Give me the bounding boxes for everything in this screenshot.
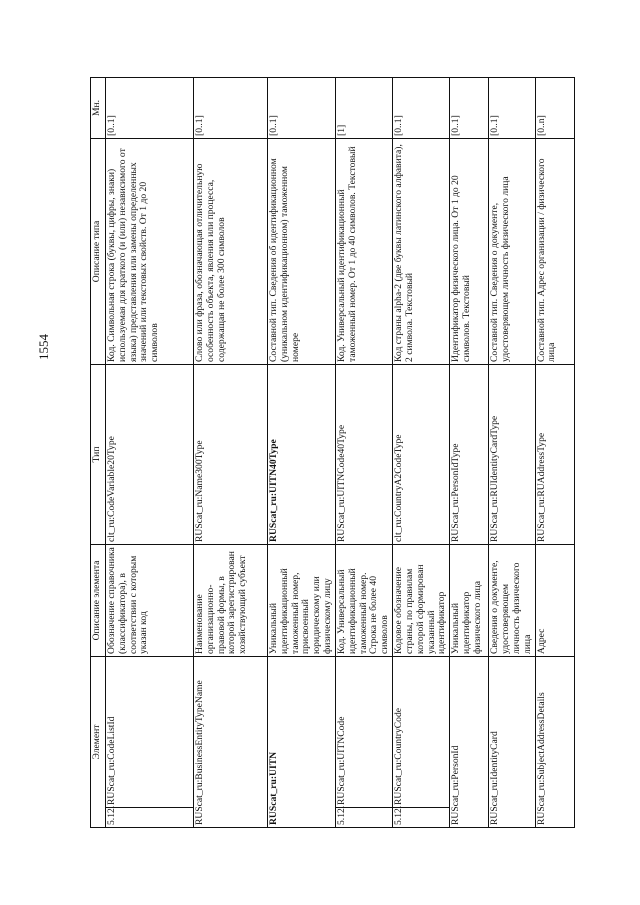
multiplicity: [0..1] [489,77,535,138]
multiplicity: [0..1] [450,77,489,138]
element-name: RUScat_ru:BusinessEntityTypeName [194,656,268,827]
element-description: Уникальный идентификатор физического лица [450,544,489,656]
type-name: RUScat_ru:RUIdentityCardType [489,364,535,544]
row-number: 5.12. [335,808,392,828]
multiplicity: [0..1] [268,77,336,138]
type-description: Составной тип. Сведения о документе, удостоверяющем личность физического лица [489,138,535,364]
table-row [106,77,194,827]
type-name: clt_ru:CodeVariable20Type [106,364,194,544]
element-description: Сведения о документе, удостоверяющем личность физического лица [489,544,535,656]
element-name: RUScat_ru:PersonId [450,656,489,827]
type-description: Идентификатор физического лица. От 1 до 20 символов. Текстовый [450,138,489,364]
header-element-description: Описание элемента [91,544,106,656]
type-name: RUScat_ru:RUAddressType [535,364,574,544]
table-row [535,77,574,827]
type-description: Составной тип. Адрес организации / физического лица [535,138,574,364]
elements-table [90,77,575,828]
element-description: Код. Универсальный идентификационный таможенный номер. Строка не более 40 символов [335,544,392,656]
table-row [450,77,489,827]
header-element: Элемент [91,656,106,827]
element-description: Уникальный идентификационный таможенный номер, присвоенный юридическому или физическому лицу [268,544,336,656]
type-description: Код. Универсальный идентификационный таможенный номер. От 1 до 40 символов. Текстовый [335,138,392,364]
type-description: Составной тип. Сведения об идентификационном (уникальном идентификационном) таможенном номере [268,138,336,364]
element-description: Наименование организационно-правовой формы, в которой зарегистрирован хозяйствующий субъект [194,544,268,656]
element-name: RUScat_ru:UITNCode [335,656,392,807]
element-name: RUScat_ru:IdentityCard [489,656,535,827]
multiplicity: [0..n] [535,77,574,138]
row-number: 5.12. [393,808,450,828]
type-name: clt_ru:CountryA2CodeType [393,364,450,544]
rotated-table-container [90,78,575,828]
table-row [489,77,535,827]
type-name: RUScat_ru:UITN40Type [268,364,336,544]
multiplicity: [0..1] [106,77,194,138]
multiplicity: [0..1] [194,77,268,138]
header-type-description: Описание типа [91,138,106,364]
element-name: RUScat_ru:CodeListId [106,656,194,807]
table-row [268,77,336,827]
type-description: Код. Символьная строка (буквы, цифры, знаки) используемая для краткого (и (или) независимого от языка) представления или замены определенных значений или текстовых свойств. От 1 до 20 символов [106,138,194,364]
table-header-row [91,77,106,827]
table-row [194,77,268,827]
type-name: RUScat_ru:PersonIdType [450,364,489,544]
element-name: RUScat_ru:SubjectAddressDetails [535,656,574,827]
type-name: RUScat_ru:UITNCode40Type [335,364,392,544]
row-number: 5.12. [106,808,194,828]
table-row [393,77,450,827]
header-type: Тип [91,364,106,544]
element-name: RUScat_ru:CountryCode [393,656,450,807]
element-name: RUScat_ru:UITN [268,656,336,827]
table-row [335,77,392,827]
type-description: Код страны alpha-2 (две буквы латинского алфавита), 2 символа. Текстовый [393,138,450,364]
type-description: Слово или фраза, обозначающая отличительную особенность объекта, явления или процесса, содержащая не более 300 символов [194,138,268,364]
header-multiplicity: Мн. [91,77,106,138]
element-description: Кодовое обозначение страны, по правилам которой сформирован указанный идентификатор [393,544,450,656]
element-description: Обозначение справочника (классификатора), в соответствии с которым указан код [106,544,194,656]
page-number: 1554 [36,334,51,360]
element-description: Адрес [535,544,574,656]
multiplicity: [0..1] [393,77,450,138]
type-name: RUScat_ru:Name300Type [194,364,268,544]
multiplicity: [1] [335,77,392,138]
